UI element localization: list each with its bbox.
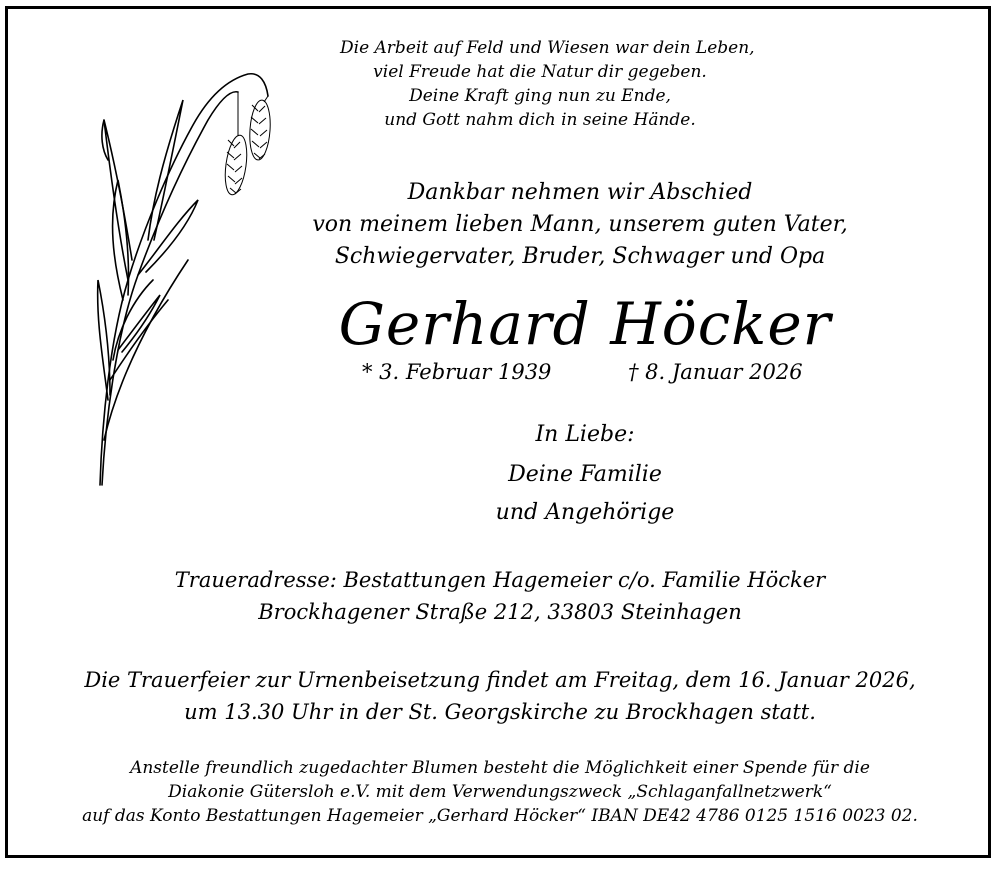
family-line-2: und Angehörige bbox=[495, 500, 675, 525]
family-line-1: Deine Familie bbox=[508, 462, 662, 487]
poem-line-2: viel Freude hat die Natur dir gegeben. bbox=[373, 62, 707, 82]
donation-line-2: Diakonie Gütersloh e.V. mit dem Verwendungszweck „Schlaganfallnetzwerk“ bbox=[168, 782, 832, 802]
wheat-illustration bbox=[88, 60, 288, 490]
donation-line-1: Anstelle freundlich zugedachter Blumen besteht die Möglichkeit einer Spende für die bbox=[130, 758, 870, 778]
deceased-name: Gerhard Höcker bbox=[338, 290, 832, 358]
poem-line-1: Die Arbeit auf Feld und Wiesen war dein Leben, bbox=[340, 38, 755, 58]
address-line-1: Traueradresse: Bestattungen Hagemeier c/o. Familie Höcker bbox=[174, 568, 826, 592]
poem-line-4: und Gott nahm dich in seine Hände. bbox=[384, 110, 696, 130]
address-line-2: Brockhagener Straße 212, 33803 Steinhagen bbox=[258, 600, 742, 624]
poem-line-3: Deine Kraft ging nun zu Ende, bbox=[409, 86, 671, 106]
intro-line-1: Dankbar nehmen wir Abschied bbox=[407, 180, 753, 205]
ceremony-line-2: um 13.30 Uhr in der St. Georgskirche zu Brockhagen statt. bbox=[184, 700, 816, 724]
donation-line-3: auf das Konto Bestattungen Hagemeier „Gerhard Höcker“ IBAN DE42 4786 0125 1516 0023 02. bbox=[82, 806, 918, 826]
in-liebe: In Liebe: bbox=[535, 422, 635, 447]
ceremony-line-1: Die Trauerfeier zur Urnenbeisetzung findet am Freitag, dem 16. Januar 2026, bbox=[84, 668, 916, 692]
birth-date: * 3. Februar 1939 bbox=[362, 360, 552, 384]
intro-line-2: von meinem lieben Mann, unserem guten Vater, bbox=[312, 212, 848, 237]
death-date: † 8. Januar 2026 bbox=[628, 360, 803, 384]
intro-line-3: Schwiegervater, Bruder, Schwager und Opa bbox=[334, 244, 826, 269]
